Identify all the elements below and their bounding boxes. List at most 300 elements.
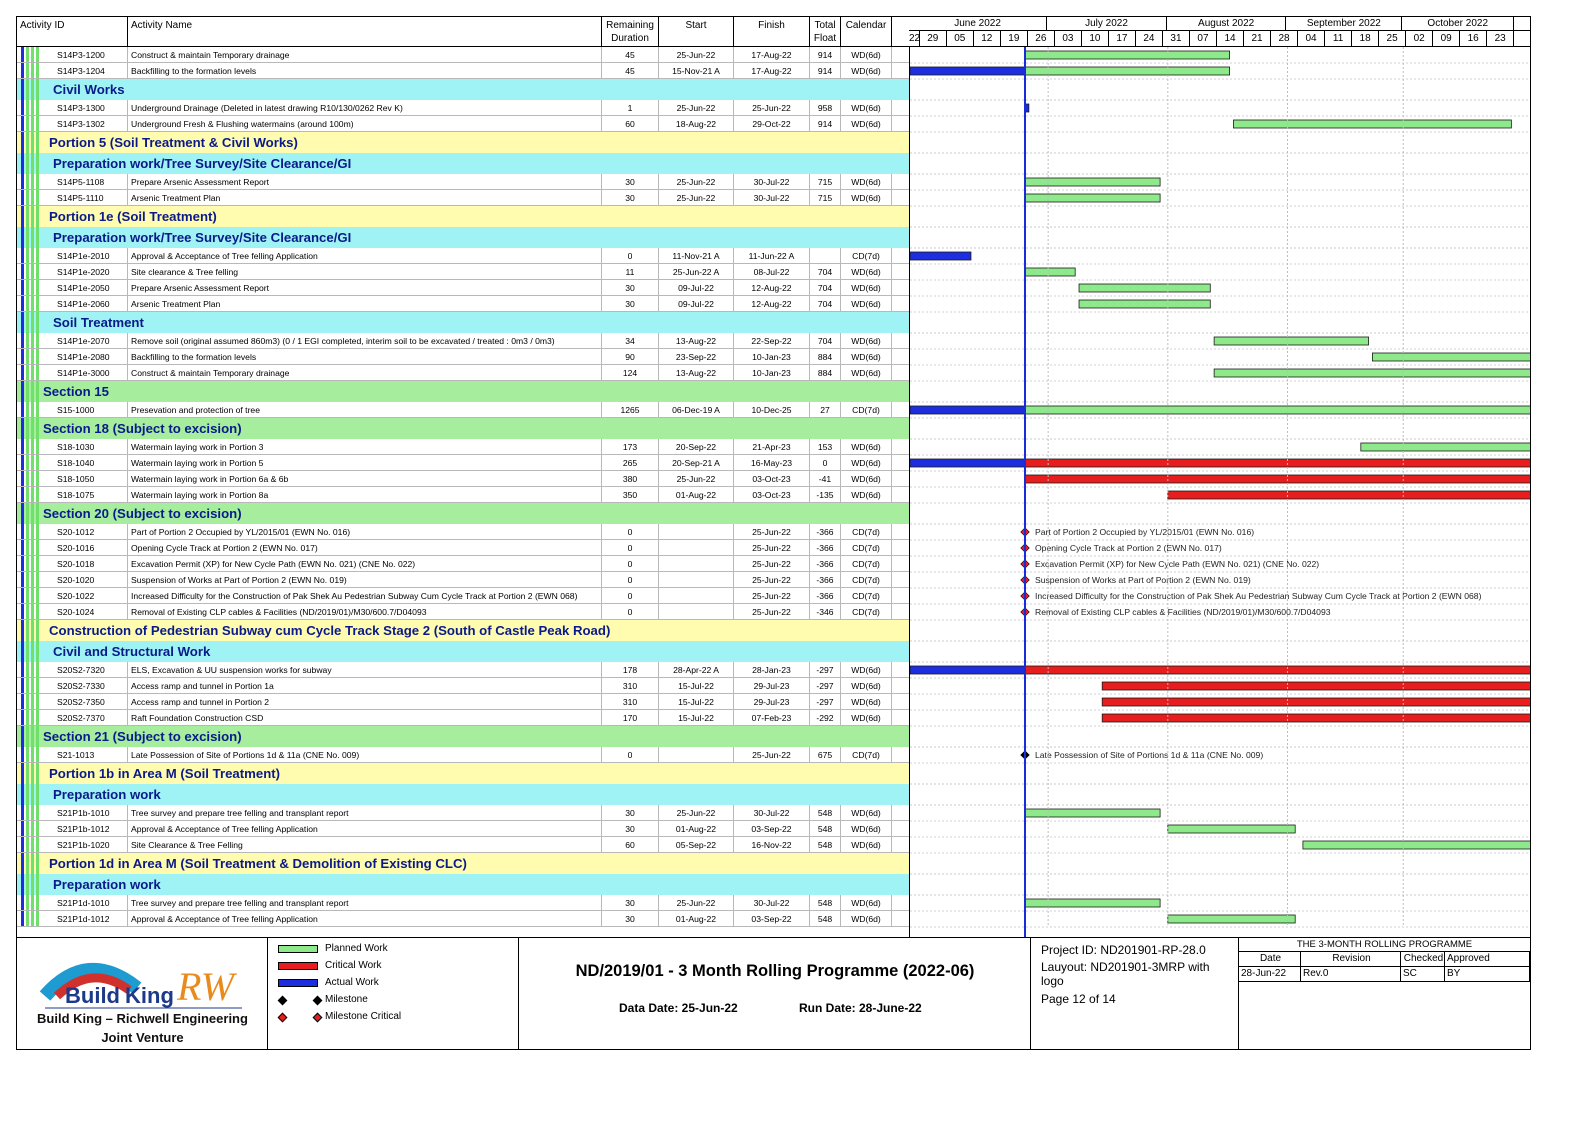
cell-finish: 30-Jul-22 — [734, 190, 810, 206]
cell-id: S14P3-1300 — [47, 100, 128, 116]
week-label: 03 — [1055, 31, 1082, 46]
tree-indent-strip — [17, 747, 39, 762]
cell-start: 09-Jul-22 — [659, 296, 734, 312]
group-header — [17, 763, 909, 784]
tree-indent-strip — [17, 874, 39, 895]
cell-cal: CD(7d) — [841, 402, 892, 418]
col-total-float[interactable]: Total Float — [810, 17, 841, 46]
group-header — [17, 132, 909, 153]
cell-id: S14P1e-3000 — [47, 365, 128, 381]
cell-tf: 704 — [810, 280, 841, 296]
week-label: 18 — [1352, 31, 1379, 46]
programme-title: ND/2019/01 - 3 Month Rolling Programme (2022-06) — [575, 962, 975, 980]
cell-tf — [810, 248, 841, 264]
cell-tf: 675 — [810, 747, 841, 763]
cell-name: Arsenic Treatment Plan — [128, 296, 602, 312]
activity-row — [17, 280, 909, 296]
cell-finish: 28-Jan-23 — [734, 662, 810, 678]
activity-row — [17, 556, 909, 572]
cell-dur: 90 — [602, 349, 659, 365]
group-header — [17, 312, 909, 333]
cell-name: Opening Cycle Track at Portion 2 (EWN No. 017) — [128, 540, 602, 556]
cell-finish: 03-Sep-22 — [734, 911, 810, 927]
week-label: 26 — [1028, 31, 1055, 46]
cell-finish: 29-Oct-22 — [734, 116, 810, 132]
title-section — [519, 938, 1031, 1049]
activity-row — [17, 365, 909, 381]
cell-dur: 0 — [602, 248, 659, 264]
cell-id: S18-1040 — [47, 455, 128, 471]
planned-bar — [1025, 67, 1230, 75]
tree-indent-strip — [17, 556, 39, 571]
cell-tf: 548 — [810, 821, 841, 837]
cell-cal: WD(6d) — [841, 662, 892, 678]
tree-indent-strip — [17, 333, 39, 348]
cell-cal: CD(7d) — [841, 540, 892, 556]
tree-indent-strip — [17, 471, 39, 486]
actual-bar — [910, 406, 1025, 414]
group-title: Preparation work/Tree Survey/Site Clearance/GI — [53, 230, 352, 245]
week-label: 02 — [1406, 31, 1433, 46]
cell-id: S20-1022 — [47, 588, 128, 604]
cell-tf: -297 — [810, 694, 841, 710]
activity-row — [17, 349, 909, 365]
tree-indent-strip — [17, 174, 39, 189]
week-label: 21 — [1244, 31, 1271, 46]
cell-start: 25-Jun-22 — [659, 100, 734, 116]
cell-finish: 25-Jun-22 — [734, 747, 810, 763]
group-header — [17, 153, 909, 174]
cell-id: S20S2-7370 — [47, 710, 128, 726]
group-header — [17, 79, 909, 100]
cell-finish: 22-Sep-22 — [734, 333, 810, 349]
milestone-critical-icon — [278, 1013, 288, 1023]
cell-tf: -366 — [810, 540, 841, 556]
activity-row — [17, 678, 909, 694]
activity-row — [17, 747, 909, 763]
cell-cal: WD(6d) — [841, 47, 892, 63]
week-label: 07 — [1190, 31, 1217, 46]
activity-row — [17, 455, 909, 471]
cell-start: 18-Aug-22 — [659, 116, 734, 132]
tree-indent-strip — [17, 805, 39, 820]
tree-indent-strip — [17, 572, 39, 587]
tree-indent-strip — [17, 227, 39, 248]
cell-tf: -135 — [810, 487, 841, 503]
group-title: Section 15 — [43, 384, 109, 399]
cell-cal: WD(6d) — [841, 710, 892, 726]
tree-indent-strip — [17, 312, 39, 333]
tree-indent-strip — [17, 132, 39, 153]
week-label: 05 — [947, 31, 974, 46]
cell-start: 28-Apr-22 A — [659, 662, 734, 678]
planned-bar — [1025, 899, 1160, 907]
cell-tf: 914 — [810, 116, 841, 132]
tree-indent-strip — [17, 153, 39, 174]
cell-cal: WD(6d) — [841, 895, 892, 911]
activity-row — [17, 296, 909, 312]
critical-bar — [1102, 714, 1531, 722]
cell-start: 25-Jun-22 — [659, 174, 734, 190]
cell-dur: 30 — [602, 296, 659, 312]
cell-dur: 0 — [602, 556, 659, 572]
tree-indent-strip — [17, 710, 39, 725]
activity-row — [17, 100, 909, 116]
tree-indent-strip — [17, 63, 39, 78]
cell-start: 15-Jul-22 — [659, 710, 734, 726]
cell-tf: 715 — [810, 190, 841, 206]
milestone-label: Suspension of Works at Part of Portion 2 (EWN No. 019) — [1035, 575, 1251, 585]
week-label: 19 — [1001, 31, 1028, 46]
cell-id: S20-1024 — [47, 604, 128, 620]
cell-tf: 914 — [810, 47, 841, 63]
activity-row — [17, 895, 909, 911]
cell-start: 13-Aug-22 — [659, 333, 734, 349]
cell-id: S14P1e-2010 — [47, 248, 128, 264]
planned-bar — [1214, 337, 1368, 345]
actual-bar — [910, 666, 1025, 674]
cell-finish: 17-Aug-22 — [734, 47, 810, 63]
group-header — [17, 620, 909, 641]
cell-name: Prepare Arsenic Assessment Report — [128, 174, 602, 190]
cell-start: 25-Jun-22 — [659, 47, 734, 63]
week-label: 17 — [1109, 31, 1136, 46]
cell-finish: 10-Dec-25 — [734, 402, 810, 418]
cell-start: 25-Jun-22 A — [659, 264, 734, 280]
cell-tf: 548 — [810, 837, 841, 853]
cell-id: S14P1e-2060 — [47, 296, 128, 312]
cell-cal: CD(7d) — [841, 747, 892, 763]
group-header — [17, 874, 909, 895]
cell-start: 01-Aug-22 — [659, 911, 734, 927]
tree-indent-strip — [17, 588, 39, 603]
tree-indent-strip — [17, 439, 39, 454]
activity-row — [17, 174, 909, 190]
tree-indent-strip — [17, 280, 39, 295]
cell-start: 15-Nov-21 A — [659, 63, 734, 79]
cell-dur: 0 — [602, 572, 659, 588]
cell-cal: WD(6d) — [841, 190, 892, 206]
cell-finish: 03-Oct-23 — [734, 487, 810, 503]
logo-rw-text: RW — [177, 964, 235, 1009]
cell-dur: 30 — [602, 911, 659, 927]
cell-dur: 380 — [602, 471, 659, 487]
milestone-icon — [278, 996, 288, 1006]
cell-dur: 1 — [602, 100, 659, 116]
activity-row — [17, 439, 909, 455]
week-label: 24 — [1136, 31, 1163, 46]
cell-cal: WD(6d) — [841, 821, 892, 837]
planned-bar — [1025, 268, 1075, 276]
cell-finish: 30-Jul-22 — [734, 805, 810, 821]
cell-name: Underground Fresh & Flushing watermains (around 100m) — [128, 116, 602, 132]
cell-dur: 0 — [602, 747, 659, 763]
cell-cal: WD(6d) — [841, 455, 892, 471]
cell-start: 01-Aug-22 — [659, 487, 734, 503]
cell-finish: 03-Oct-23 — [734, 471, 810, 487]
cell-tf: -366 — [810, 588, 841, 604]
cell-dur: 60 — [602, 116, 659, 132]
cell-dur: 30 — [602, 190, 659, 206]
revision-title: THE 3-MONTH ROLLING PROGRAMME — [1239, 938, 1530, 952]
group-title: Section 21 (Subject to excision) — [43, 729, 242, 744]
critical-bar — [1025, 459, 1531, 467]
cell-finish: 25-Jun-22 — [734, 100, 810, 116]
cell-cal: WD(6d) — [841, 333, 892, 349]
tree-indent-strip — [17, 79, 39, 100]
activity-row — [17, 837, 909, 853]
planned-bar — [1025, 194, 1160, 202]
tree-indent-strip — [17, 116, 39, 131]
cell-name: Excavation Permit (XP) for New Cycle Path (EWN No. 021) (CNE No. 022) — [128, 556, 602, 572]
cell-dur: 0 — [602, 540, 659, 556]
cell-tf: -366 — [810, 572, 841, 588]
month-label: July 2022 — [1047, 17, 1167, 31]
cell-dur: 0 — [602, 604, 659, 620]
activity-row — [17, 248, 909, 264]
cell-name: Removal of Existing CLP cables & Facilities (ND/2019/01)/M30/600.7/D04093 — [128, 604, 602, 620]
cell-tf: -41 — [810, 471, 841, 487]
cell-finish: 25-Jun-22 — [734, 556, 810, 572]
week-label: 23 — [1487, 31, 1514, 46]
planned-bar — [1079, 300, 1210, 308]
cell-cal: CD(7d) — [841, 556, 892, 572]
planned-bar — [1025, 809, 1160, 817]
logo-king-text: King — [125, 983, 174, 1008]
cell-start: 25-Jun-22 — [659, 805, 734, 821]
cell-dur: 34 — [602, 333, 659, 349]
cell-name: Tree survey and prepare tree felling and transplant report — [128, 805, 602, 821]
planned-bar — [1079, 284, 1210, 292]
group-header — [17, 641, 909, 662]
cell-id: S18-1050 — [47, 471, 128, 487]
critical-bar — [1102, 682, 1531, 690]
week-label: 29 — [920, 31, 947, 46]
milestone-critical-icon — [313, 1013, 323, 1023]
cell-cal: WD(6d) — [841, 365, 892, 381]
activity-row — [17, 116, 909, 132]
tree-indent-strip — [17, 264, 39, 279]
rev-checked: SC — [1401, 967, 1445, 982]
planned-bar — [1168, 915, 1295, 923]
tree-indent-strip — [17, 726, 39, 747]
cell-dur: 60 — [602, 837, 659, 853]
cell-tf: -297 — [810, 678, 841, 694]
tree-indent-strip — [17, 381, 39, 402]
cell-id: S14P1e-2050 — [47, 280, 128, 296]
tree-indent-strip — [17, 662, 39, 677]
cell-finish: 07-Feb-23 — [734, 710, 810, 726]
group-title: Construction of Pedestrian Subway cum Cycle Track Stage 2 (South of Castle Peak Road) — [49, 623, 611, 638]
cell-dur: 310 — [602, 694, 659, 710]
cell-finish: 25-Jun-22 — [734, 588, 810, 604]
cell-tf: -292 — [810, 710, 841, 726]
cell-start: 25-Jun-22 — [659, 471, 734, 487]
tree-indent-strip — [17, 784, 39, 805]
cell-name: Remove soil (original assumed 860m3) (0 / 1 EGI completed, interim soil to be excavated / treated : 0m3 / 0m3) — [128, 333, 602, 349]
group-title: Civil Works — [53, 82, 125, 97]
group-header — [17, 784, 909, 805]
activity-row — [17, 524, 909, 540]
tree-indent-strip — [17, 349, 39, 364]
col-activity-id[interactable]: Activity ID — [17, 17, 128, 46]
tree-indent-strip — [17, 296, 39, 311]
tree-indent-strip — [17, 503, 39, 524]
planned-bar — [1233, 120, 1511, 128]
milestone-label: Excavation Permit (XP) for New Cycle Path (EWN No. 021) (CNE No. 022) — [1035, 559, 1320, 569]
logo-section — [17, 938, 268, 1049]
activity-row — [17, 710, 909, 726]
cell-dur: 30 — [602, 174, 659, 190]
group-title: Portion 5 (Soil Treatment & Civil Works) — [49, 135, 298, 150]
tree-indent-strip — [17, 853, 39, 874]
cell-cal: WD(6d) — [841, 63, 892, 79]
tree-indent-strip — [17, 895, 39, 910]
cell-dur: 173 — [602, 439, 659, 455]
rev-header-checked: Checked — [1401, 952, 1445, 967]
cell-name: Underground Drainage (Deleted in latest drawing R10/130/0262 Rev K) — [128, 100, 602, 116]
rev-header-date: Date — [1239, 952, 1301, 967]
cell-id: S20S2-7330 — [47, 678, 128, 694]
tree-indent-strip — [17, 455, 39, 470]
actual-bar — [910, 67, 1025, 75]
column-header — [17, 17, 1531, 47]
group-header — [17, 206, 909, 227]
tree-indent-strip — [17, 524, 39, 539]
cell-tf: 715 — [810, 174, 841, 190]
cell-id: S21P1b-1012 — [47, 821, 128, 837]
cell-name: Arsenic Treatment Plan — [128, 190, 602, 206]
cell-finish: 10-Jan-23 — [734, 365, 810, 381]
tree-indent-strip — [17, 837, 39, 852]
tree-indent-strip — [17, 763, 39, 784]
cell-finish: 12-Aug-22 — [734, 296, 810, 312]
rev-header-revision: Revision — [1301, 952, 1401, 967]
tree-indent-strip — [17, 641, 39, 662]
group-title: Preparation work — [53, 877, 161, 892]
company-name-line1: Build King – Richwell Engineering — [37, 1011, 248, 1026]
week-label: 22 — [909, 33, 921, 44]
cell-id: S14P1e-2080 — [47, 349, 128, 365]
week-header — [909, 31, 1531, 46]
activity-row — [17, 402, 909, 418]
tree-indent-strip — [17, 365, 39, 380]
cell-id: S20-1012 — [47, 524, 128, 540]
rev-number: Rev.0 — [1301, 967, 1401, 982]
cell-cal: WD(6d) — [841, 837, 892, 853]
col-finish[interactable]: Finish — [734, 17, 810, 46]
cell-dur: 124 — [602, 365, 659, 381]
cell-dur: 178 — [602, 662, 659, 678]
cell-id: S14P3-1302 — [47, 116, 128, 132]
group-header — [17, 381, 909, 402]
col-start[interactable]: Start — [659, 17, 734, 46]
group-header — [17, 227, 909, 248]
cell-name: Approval & Acceptance of Tree felling Application — [128, 821, 602, 837]
activity-row — [17, 694, 909, 710]
cell-cal: WD(6d) — [841, 116, 892, 132]
actual-bar — [910, 252, 971, 260]
activity-row — [17, 471, 909, 487]
cell-name: Late Possession of Site of Portions 1d & 11a (CNE No. 009) — [128, 747, 602, 763]
cell-cal: WD(6d) — [841, 439, 892, 455]
milestone-label: Late Possession of Site of Portions 1d & 11a (CNE No. 009) — [1035, 750, 1264, 760]
tree-indent-strip — [17, 402, 39, 417]
activity-row — [17, 588, 909, 604]
col-calendar[interactable]: Calendar — [841, 17, 892, 46]
tree-indent-strip — [17, 694, 39, 709]
cell-tf: 914 — [810, 63, 841, 79]
cell-finish: 25-Jun-22 — [734, 524, 810, 540]
month-label: September 2022 — [1286, 17, 1402, 31]
cell-cal: WD(6d) — [841, 911, 892, 927]
activity-row — [17, 47, 909, 63]
cell-dur: 30 — [602, 821, 659, 837]
milestone-icon — [313, 996, 323, 1006]
cell-start: 05-Sep-22 — [659, 837, 734, 853]
cell-dur: 30 — [602, 895, 659, 911]
cell-id: S21P1d-1012 — [47, 911, 128, 927]
cell-id: S15-1000 — [47, 402, 128, 418]
cell-finish: 16-Nov-22 — [734, 837, 810, 853]
cell-id: S18-1075 — [47, 487, 128, 503]
cell-tf: 958 — [810, 100, 841, 116]
cell-name: Tree survey and prepare tree felling and transplant report — [128, 895, 602, 911]
cell-tf: 0 — [810, 455, 841, 471]
cell-cal: WD(6d) — [841, 349, 892, 365]
week-label: 09 — [1433, 31, 1460, 46]
tree-indent-strip — [17, 540, 39, 555]
cell-start — [659, 572, 734, 588]
data-date-label: Data Date: 25-Jun-22 — [619, 1001, 738, 1015]
col-activity-name[interactable]: Activity Name — [128, 17, 602, 46]
month-label: August 2022 — [1167, 17, 1287, 31]
project-info-section — [1031, 938, 1239, 1049]
critical-bar — [1025, 475, 1531, 483]
cell-name: Construct & maintain Temporary drainage — [128, 365, 602, 381]
tree-indent-strip — [17, 418, 39, 439]
cell-finish: 16-May-23 — [734, 455, 810, 471]
cell-name: Backfilling to the formation levels — [128, 349, 602, 365]
planned-bar — [1372, 353, 1531, 361]
gantt-canvas — [910, 47, 1531, 966]
cell-name: Approval & Acceptance of Tree felling Application — [128, 911, 602, 927]
schedule-frame — [16, 16, 1531, 966]
cell-name: Prepare Arsenic Assessment Report — [128, 280, 602, 296]
cell-start — [659, 556, 734, 572]
cell-name: Raft Foundation Construction CSD — [128, 710, 602, 726]
col-remaining-duration[interactable]: Remaining Duration — [602, 17, 659, 46]
milestone-label: Part of Portion 2 Occupied by YL/2015/01 (EWN No. 016) — [1035, 527, 1255, 537]
group-title: Portion 1d in Area M (Soil Treatment & Demolition of Existing CLC) — [49, 856, 467, 871]
cell-id: S20-1018 — [47, 556, 128, 572]
week-label: 11 — [1325, 31, 1352, 46]
cell-id: S21-1013 — [47, 747, 128, 763]
activity-row — [17, 662, 909, 678]
tree-indent-strip — [17, 190, 39, 205]
cell-id: S18-1030 — [47, 439, 128, 455]
cell-id: S14P5-1110 — [47, 190, 128, 206]
cell-name: Watermain laying work in Portion 5 — [128, 455, 602, 471]
cell-finish: 25-Jun-22 — [734, 540, 810, 556]
rev-date: 28-Jun-22 — [1239, 967, 1301, 982]
cell-id: S21P1b-1010 — [47, 805, 128, 821]
cell-id: S20-1016 — [47, 540, 128, 556]
cell-tf: 548 — [810, 911, 841, 927]
activity-row — [17, 540, 909, 556]
cell-start — [659, 588, 734, 604]
cell-tf: -366 — [810, 556, 841, 572]
